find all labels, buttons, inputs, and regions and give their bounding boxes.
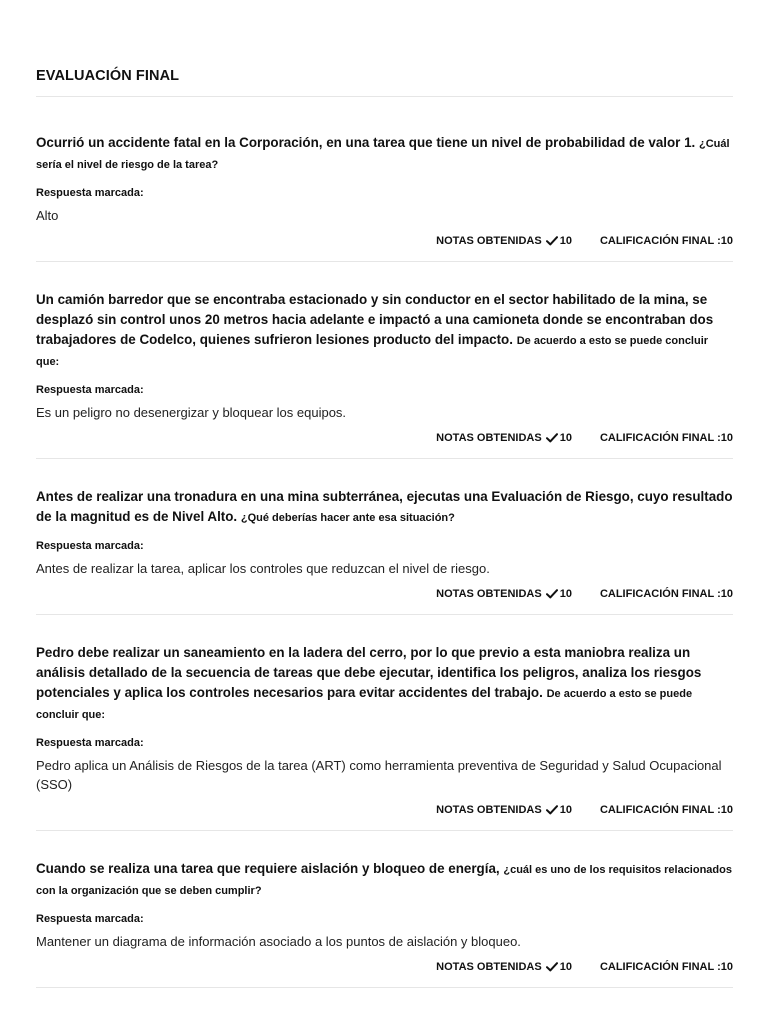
question-text	[36, 290, 733, 372]
answer-label: Respuesta marcada:	[36, 540, 144, 552]
final-label: CALIFICACIÓN FINAL :	[599, 432, 721, 444]
notes-obtained	[436, 959, 572, 975]
question-item	[36, 459, 733, 615]
answer-text: Alto	[36, 208, 59, 223]
score-row	[36, 430, 733, 446]
question-item	[36, 105, 733, 262]
question-item	[36, 262, 733, 459]
final-label: CALIFICACIÓN FINAL :	[599, 588, 721, 600]
notes-value: 10	[559, 961, 572, 973]
final-label: CALIFICACIÓN FINAL :	[599, 961, 721, 973]
final-value: 10	[720, 804, 733, 816]
question-subquestion: ¿Cuál sería el nivel de riesgo de la tarea?	[36, 138, 730, 171]
final-value: 10	[720, 961, 733, 973]
check-icon	[546, 589, 558, 599]
score-row	[36, 802, 733, 818]
question-main: Un camión barredor que se encontraba estacionado y sin conductor en el sector habilitado de la mina, se desplazó sin control unos 20 metros hacia adelante e impactó a una camioneta donde se encontraban dos trabajadores de Codelco, quienes sufrieron lesiones producto del impacto.	[36, 292, 714, 347]
answer-label: Respuesta marcada:	[36, 737, 144, 749]
final-value: 10	[720, 432, 733, 444]
notes-label: NOTAS OBTENIDAS	[436, 432, 542, 444]
question-main: Ocurrió un accidente fatal en la Corporación, en una tarea que tiene un nivel de probabilidad de valor 1.	[36, 135, 696, 150]
title-divider	[36, 96, 733, 97]
question-item	[36, 831, 733, 988]
final-value: 10	[720, 588, 733, 600]
check-icon	[546, 962, 558, 972]
check-icon	[546, 433, 558, 443]
question-main: Pedro debe realizar un saneamiento en la ladera del cerro, por lo que previo a esta maniobra realiza un análisis detallado de la secuencia de tareas que debe ejecutar, identifica los peligros, analiza los riesgos potenciales y aplica los controles necesarios para evitar accidentes del trabajo.	[36, 645, 702, 700]
final-grade	[600, 430, 733, 446]
question-subquestion: De acuerdo a esto se puede concluir que:	[36, 335, 709, 368]
notes-value: 10	[559, 588, 572, 600]
notes-label: NOTAS OBTENIDAS	[436, 235, 542, 247]
final-grade	[600, 586, 733, 602]
notes-label: NOTAS OBTENIDAS	[436, 961, 542, 973]
question-list	[36, 105, 733, 988]
notes-label: NOTAS OBTENIDAS	[436, 804, 542, 816]
question-text	[36, 859, 733, 901]
final-value: 10	[720, 235, 733, 247]
notes-value: 10	[559, 235, 572, 247]
answer-label: Respuesta marcada:	[36, 913, 144, 925]
question-main: Cuando se realiza una tarea que requiere aislación y bloqueo de energía,	[36, 861, 500, 876]
page-title: EVALUACIÓN FINAL	[36, 68, 180, 84]
answer-text: Es un peligro no desenergizar y bloquear los equipos.	[36, 405, 347, 420]
check-icon	[546, 236, 558, 246]
question-text	[36, 133, 733, 175]
answer-text: Mantener un diagrama de información asociado a los puntos de aislación y bloqueo.	[36, 934, 521, 949]
score-row	[36, 586, 733, 602]
question-text	[36, 643, 733, 725]
score-row	[36, 959, 733, 975]
question-item	[36, 615, 733, 831]
answer-label: Respuesta marcada:	[36, 384, 144, 396]
notes-obtained	[436, 586, 572, 602]
final-grade	[600, 802, 733, 818]
final-label: CALIFICACIÓN FINAL :	[599, 804, 721, 816]
notes-obtained	[436, 233, 572, 249]
notes-obtained	[436, 802, 572, 818]
score-row	[36, 233, 733, 249]
question-subquestion: ¿Qué deberías hacer ante esa situación?	[240, 512, 455, 524]
answer-text: Antes de realizar la tarea, aplicar los controles que reduzcan el nivel de riesgo.	[36, 561, 490, 576]
evaluation-page	[36, 0, 733, 988]
answer-text: Pedro aplica un Análisis de Riesgos de la tarea (ART) como herramienta preventiva de Seguridad y Salud Ocupacional (SSO)	[36, 758, 722, 792]
final-label: CALIFICACIÓN FINAL :	[599, 235, 721, 247]
question-subquestion: De acuerdo a esto se puede concluir que:	[36, 688, 693, 721]
notes-value: 10	[559, 804, 572, 816]
final-grade	[600, 233, 733, 249]
notes-obtained	[436, 430, 572, 446]
question-text	[36, 487, 733, 528]
question-subquestion: ¿cuál es uno de los requisitos relacionados con la organización que se deben cumplir?	[36, 864, 732, 897]
final-grade	[600, 959, 733, 975]
notes-value: 10	[559, 432, 572, 444]
answer-label: Respuesta marcada:	[36, 187, 144, 199]
check-icon	[546, 805, 558, 815]
notes-label: NOTAS OBTENIDAS	[436, 588, 542, 600]
question-main: Antes de realizar una tronadura en una mina subterránea, ejecutas una Evaluación de Riesgo, cuyo resultado de la magnitud es de Nivel Alto.	[36, 489, 733, 524]
